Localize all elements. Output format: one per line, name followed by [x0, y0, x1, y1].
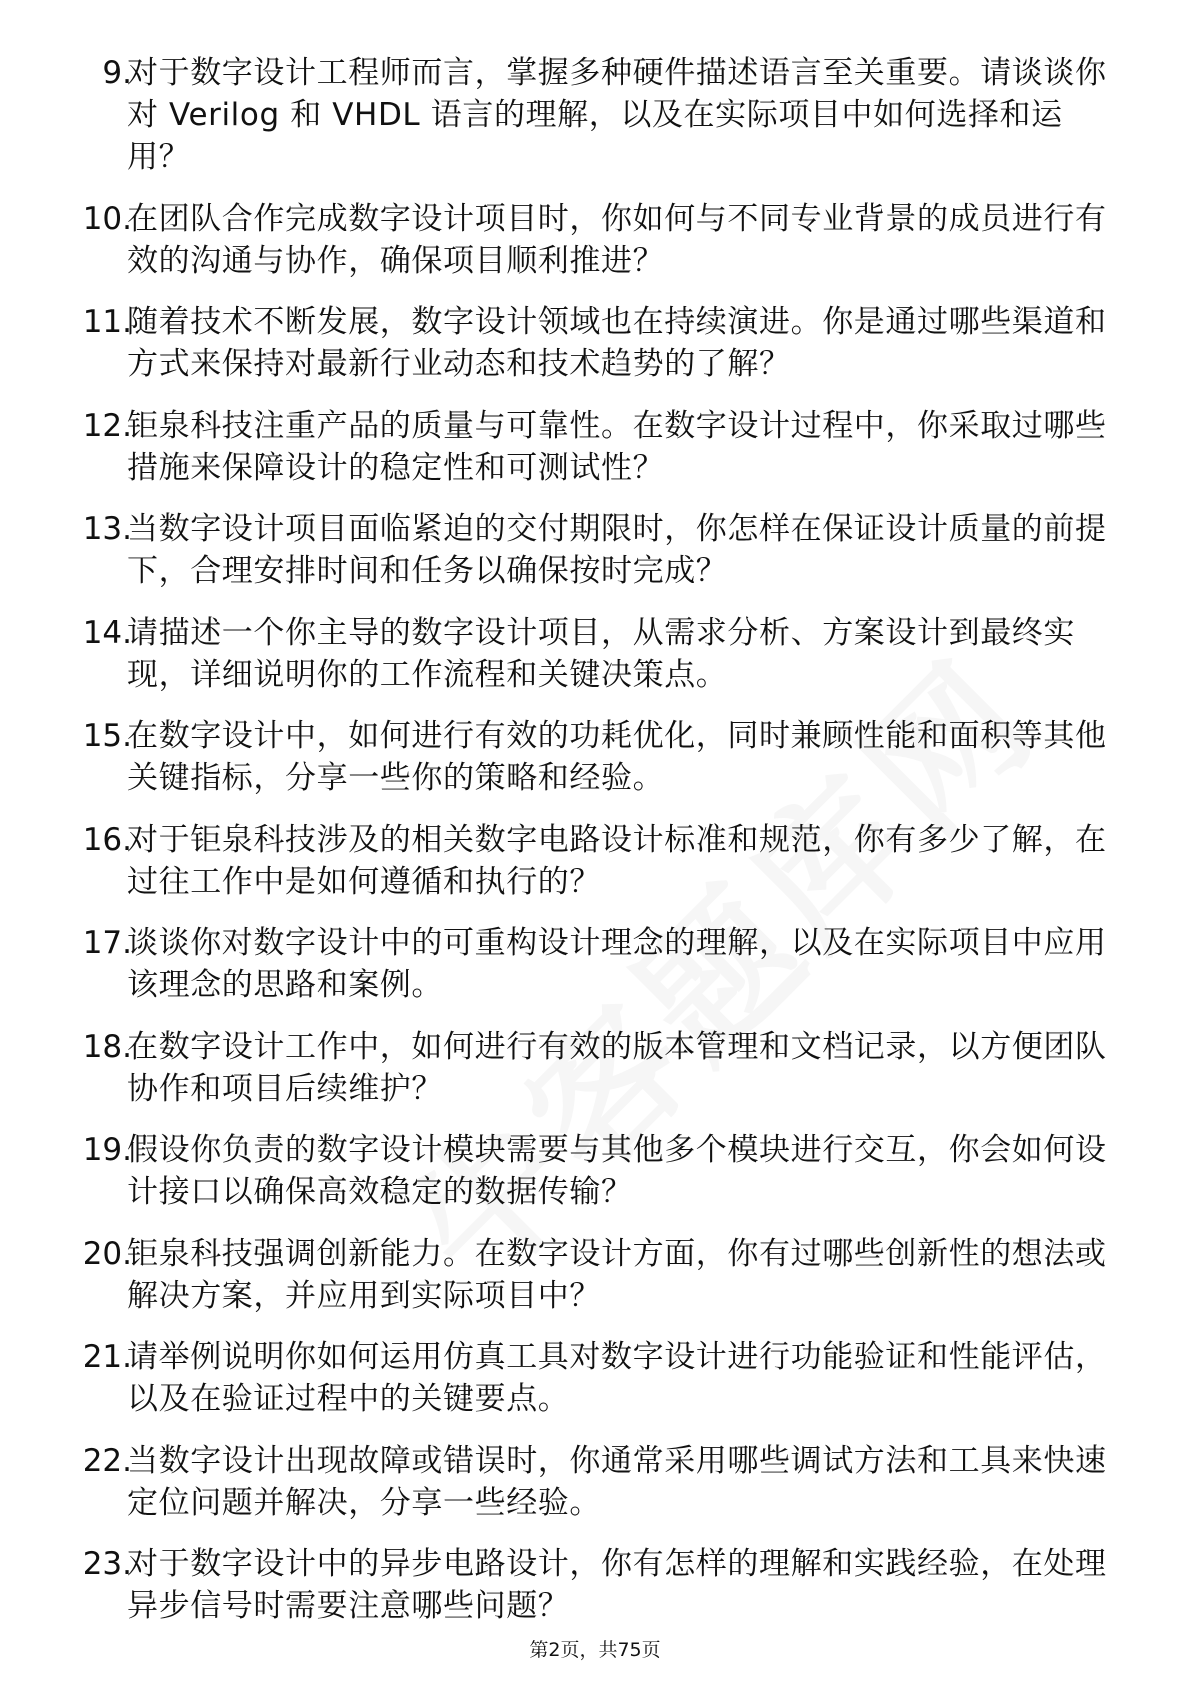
list-item: [0, 52, 1190, 178]
question-text: 当数字设计出现故障或错误时，你通常采用哪些调试方法和工具来快速定位问题并解决，分享一些经验。: [127, 1442, 1107, 1521]
question-number: 15.: [82, 718, 132, 754]
question-number: 20.: [82, 1235, 132, 1272]
question-text: 当数字设计项目面临紧迫的交付期限时，你怎样在保证设计质量的前提下，合理安排时间和任务以确保按时完成？: [127, 511, 1107, 589]
list-item: [0, 819, 1190, 903]
question-number: 22.: [82, 1442, 132, 1479]
question-number: 10.: [82, 200, 132, 237]
list-item: [0, 612, 1190, 696]
list-item: [0, 922, 1190, 1006]
question-text: 在数字设计中，如何进行有效的功耗优化，同时兼顾性能和面积等其他关键指标，分享一些你的策略和经验。: [127, 718, 1107, 796]
question-list: [0, 52, 1190, 1647]
question-text: 假设你负责的数字设计模块需要与其他多个模块进行交互，你会如何设计接口以确保高效稳定的数据传输？: [127, 1132, 1107, 1210]
list-item: [0, 1440, 1190, 1524]
question-number: 18.: [82, 1028, 132, 1065]
list-item: [0, 1336, 1190, 1420]
question-number: 11.: [82, 304, 132, 340]
list-item: [0, 301, 1190, 385]
list-item: [0, 508, 1190, 592]
list-item: [0, 1129, 1190, 1213]
question-text: 谈谈你对数字设计中的可重构设计理念的理解，以及在实际项目中应用该理念的思路和案例。: [127, 925, 1107, 1003]
question-text: 在数字设计工作中，如何进行有效的版本管理和文档记录，以方便团队协作和项目后续维护？: [127, 1028, 1107, 1107]
list-item: [0, 198, 1190, 282]
list-item: [0, 405, 1190, 489]
question-text: 在团队合作完成数字设计项目时，你如何与不同专业背景的成员进行有效的沟通与协作，确保项目顺利推进？: [127, 200, 1107, 279]
question-text: 请描述一个你主导的数字设计项目，从需求分析、方案设计到最终实现，详细说明你的工作流程和关键决策点。: [127, 614, 1075, 693]
list-item: [0, 1233, 1190, 1317]
question-number: 13.: [82, 511, 132, 547]
list-item: [0, 715, 1190, 799]
question-text: 请举例说明你如何运用仿真工具对数字设计进行功能验证和性能评估，以及在验证过程中的关键要点。: [127, 1339, 1107, 1417]
question-text: 随着技术不断发展，数字设计领域也在持续演进。你是通过哪些渠道和方式来保持对最新行业动态和技术趋势的了解？: [127, 304, 1107, 382]
question-text: 对于数字设计工程师而言，掌握多种硬件描述语言至关重要。请谈谈你对 Verilog 和 VHDL 语言的理解，以及在实际项目中如何选择和运用？: [127, 55, 1107, 175]
list-item: [0, 1543, 1190, 1627]
question-text: 钜泉科技强调创新能力。在数字设计方面，你有过哪些创新性的想法或解决方案，并应用到实际项目中？: [127, 1235, 1107, 1314]
question-number: 19.: [82, 1132, 132, 1168]
list-item: [0, 1026, 1190, 1110]
question-text: 对于钜泉科技涉及的相关数字电路设计标准和规范，你有多少了解，在过往工作中是如何遵循和执行的？: [127, 821, 1107, 900]
question-text: 钜泉科技注重产品的质量与可靠性。在数字设计过程中，你采取过哪些措施来保障设计的稳定性和可测试性？: [127, 407, 1107, 486]
question-number: 17.: [82, 925, 132, 961]
question-number: 9.: [102, 55, 132, 91]
question-number: 14.: [82, 614, 132, 651]
page-footer: 第2页，共75页: [529, 1639, 661, 1661]
question-number: 16.: [82, 821, 132, 858]
question-number: 21.: [82, 1339, 132, 1375]
question-number: 23.: [82, 1546, 132, 1582]
question-number: 12.: [82, 407, 132, 444]
question-text: 对于数字设计中的异步电路设计，你有怎样的理解和实践经验，在处理异步信号时需要注意哪些问题？: [127, 1546, 1107, 1624]
